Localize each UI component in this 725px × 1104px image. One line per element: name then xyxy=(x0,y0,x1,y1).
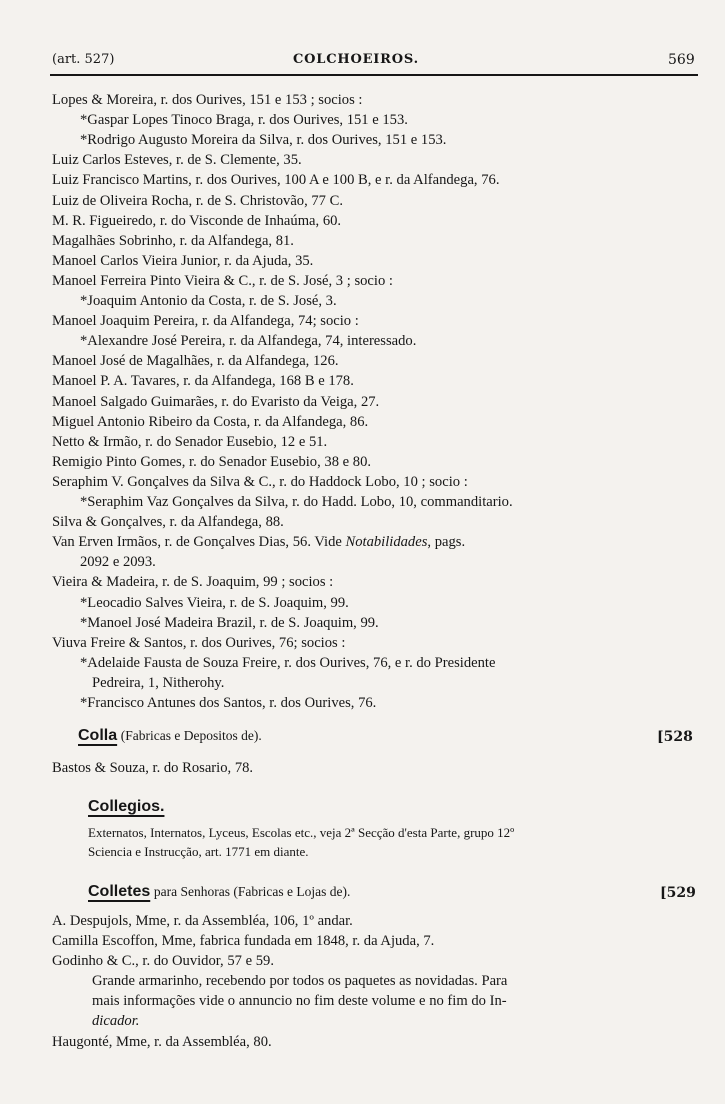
page-number: 569 xyxy=(668,52,695,68)
list-item: Godinho & C., r. do Ouvidor, 57 e 59. xyxy=(52,953,274,969)
partner-entry: *Manoel José Madeira Brazil, r. de S. Joaquim, 99. xyxy=(80,614,379,631)
directory-entry: M. R. Figueiredo, r. do Visconde de Inhaúma, 60. xyxy=(52,212,342,229)
section-colla-heading xyxy=(78,727,725,745)
directory-entry: Manoel Carlos Vieira Junior, r. da Ajuda, 35. xyxy=(52,252,314,269)
godinho-description-1: Grande armarinho, recebendo por todos os paquetes as novidadas. Para xyxy=(92,973,508,989)
directory-entry: Luiz Francisco Martins, r. dos Ourives, 100 A e 100 B, e r. da Alfandega, 76. xyxy=(52,172,500,189)
section-title-colla: Colla xyxy=(78,727,118,744)
directory-entry: Manoel P. A. Tavares, r. da Alfandega, 168 B e 178. xyxy=(52,373,354,390)
directory-entry: Netto & Irmão, r. do Senador Eusebio, 12 e 51. xyxy=(52,433,328,450)
partner-entry: *Adelaide Fausta de Souza Freire, r. dos Ourives, 76, e r. do Presidente xyxy=(80,654,496,671)
directory-entry: Magalhães Sobrinho, r. da Alfandega, 81. xyxy=(52,232,294,249)
section-desc-colla: (Fabricas e Depositos de). xyxy=(120,728,262,743)
partner-entry: Pedreira, 1, Nitherohy. xyxy=(92,674,225,691)
section-title-collegios: Collegios. xyxy=(88,798,165,815)
list-item: Camilla Escoffon, Mme, fabrica fundada em 1848, r. da Ajuda, 7. xyxy=(52,933,435,949)
directory-entry: Luiz de Oliveira Rocha, r. de S. Christovão, 77 C. xyxy=(52,192,344,209)
godinho-description-2: mais informações vide o annuncio no fim deste volume e no fim do In- xyxy=(92,993,507,1009)
collegios-note-line2: Sciencia e Instrucção, art. 1771 em diante. xyxy=(88,844,309,859)
page-header xyxy=(50,44,698,76)
directory-entry: Manoel Joaquim Pereira, r. da Alfandega, 74; socio : xyxy=(52,313,359,330)
directory-entry: Luiz Carlos Esteves, r. de S. Clemente, 35. xyxy=(52,152,302,169)
directory-entry: Manoel Salgado Guimarães, r. do Evaristo da Veiga, 27. xyxy=(52,393,380,410)
section-collegios-heading xyxy=(88,798,725,816)
notabilidades-reference: Notabilidades xyxy=(345,534,428,551)
partner-entry: *Joaquim Antonio da Costa, r. de S. José, 3. xyxy=(80,293,337,309)
article-reference: (art. 527) xyxy=(52,52,115,67)
partner-entry: *Rodrigo Augusto Moreira da Silva, r. dos Ourives, 151 e 153. xyxy=(80,132,447,149)
page-title: COLCHOEIROS. xyxy=(293,52,419,67)
list-item: A. Despujols, Mme, r. da Assembléa, 106, 1º andar. xyxy=(52,913,353,929)
partner-entry: *Leocadio Salves Vieira, r. de S. Joaquim, 99. xyxy=(80,594,349,611)
partner-entry: *Alexandre José Pereira, r. da Alfandega, 74, interessado. xyxy=(80,333,417,350)
section-desc-colletes: para Senhoras (Fabricas e Lojas de). xyxy=(153,884,351,899)
section-colletes-heading xyxy=(88,883,725,901)
partner-entry: *Seraphim Vaz Gonçalves da Silva, r. do Hadd. Lobo, 10, commanditario. xyxy=(80,494,513,510)
directory-entry: Manoel Ferreira Pinto Vieira & C., r. de S. José, 3 ; socio : xyxy=(52,272,393,289)
section-number-colletes: [529 xyxy=(660,885,696,901)
directory-entry: Manoel José de Magalhães, r. da Alfandega, 126. xyxy=(52,353,339,370)
directory-entry: Van Erven Irmãos, r. de Gonçalves Dias, 56. Vide Notabilidades, pags. xyxy=(52,534,466,551)
directory-entry: Viuva Freire & Santos, r. dos Ourives, 76; socios : xyxy=(52,634,346,651)
godinho-description-3: dicador. xyxy=(92,1013,140,1029)
pages-reference: , pags. xyxy=(427,534,466,551)
partner-entry: *Gaspar Lopes Tinoco Braga, r. dos Ourives, 151 e 153. xyxy=(80,112,408,129)
directory-entry: Seraphim V. Gonçalves da Silva & C., r. do Haddock Lobo, 10 ; socio : xyxy=(52,473,468,490)
section-title-colletes: Colletes xyxy=(88,883,151,900)
directory-entry: Remigio Pinto Gomes, r. do Senador Eusebio, 38 e 80. xyxy=(52,453,372,470)
directory-entry: Vieira & Madeira, r. de S. Joaquim, 99 ; socios : xyxy=(52,574,334,591)
collegios-note-line1: Externatos, Internatos, Lyceus, Escolas etc., veja 2ª Secção d'esta Parte, grupo 12º xyxy=(88,825,515,840)
partner-entry: *Francisco Antunes dos Santos, r. dos Ourives, 76. xyxy=(80,695,377,711)
section-number-colla: [528 xyxy=(657,729,693,745)
list-item: Haugonté, Mme, r. da Assembléa, 80. xyxy=(52,1034,272,1050)
directory-entry: Silva & Gonçalves, r. da Alfandega, 88. xyxy=(52,514,284,531)
list-item: Bastos & Souza, r. do Rosario, 78. xyxy=(52,760,254,776)
directory-entry: Miguel Antonio Ribeiro da Costa, r. da Alfandega, 86. xyxy=(52,413,369,430)
partner-entry: 2092 e 2093. xyxy=(80,554,156,571)
directory-entry: Lopes & Moreira, r. dos Ourives, 151 e 153 ; socios : xyxy=(52,92,363,108)
